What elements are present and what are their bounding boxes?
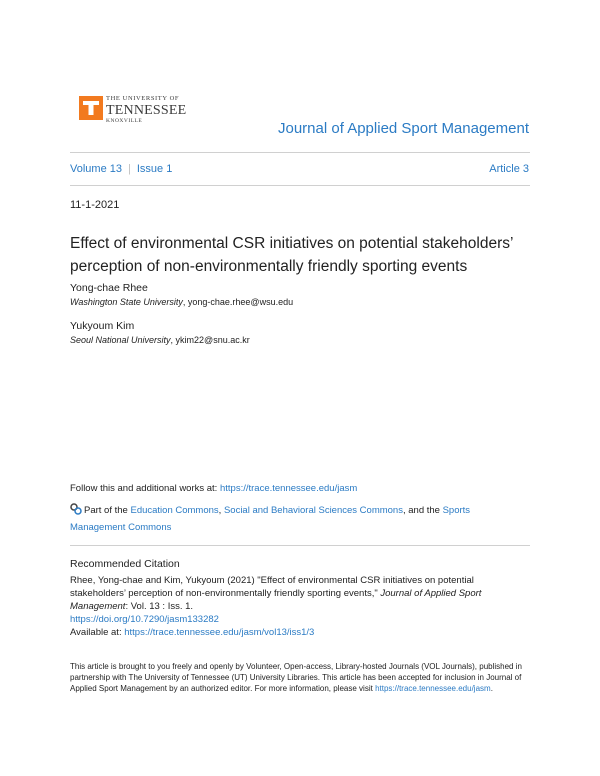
volume-link[interactable]: Volume 13 [70, 163, 122, 175]
author-name: Yong-chae Rhee [70, 282, 148, 294]
part-of-commons [70, 503, 490, 535]
commons-network-icon [70, 503, 82, 520]
author-affiliation [70, 335, 250, 345]
citation-volume: : Vol. 13 : Iss. 1. [125, 601, 194, 612]
footer-link[interactable]: https://trace.tennessee.edu/jasm [375, 684, 491, 693]
author-institution: Seoul National University [70, 335, 171, 345]
footer-text: This article is brought to you freely and openly by Volunteer, Open-access, Library-hosted Journals (VOL Journals), published in partnership with The University of Tennessee (UT) University Libraries. This article has been accepted for inclusion in Journal of Applied Sport Management by an authorized editor. For more information, please visit [70, 662, 522, 693]
footer-end: . [490, 684, 493, 693]
available-link[interactable]: https://trace.tennessee.edu/jasm/vol13/iss1/3 [124, 627, 315, 638]
article-link[interactable]: Article 3 [489, 163, 529, 175]
author-email: , ykim22@snu.ac.kr [170, 335, 250, 345]
issue-link[interactable]: Issue 1 [136, 163, 173, 175]
follow-line [70, 483, 357, 494]
volume-issue-breadcrumb [70, 163, 172, 175]
divider-citation [70, 545, 530, 546]
separator: , [218, 505, 224, 516]
available-label: Available at: [70, 627, 125, 638]
power-t-icon [79, 96, 103, 120]
author-email: , yong-chae.rhee@wsu.edu [182, 297, 294, 307]
citation-block [70, 574, 510, 639]
publication-date: 11-1-2021 [70, 199, 120, 211]
social-behavioral-commons-link[interactable]: Social and Behavioral Sciences Commons [223, 505, 403, 516]
separator: | [127, 163, 131, 175]
author-affiliation [70, 297, 293, 307]
education-commons-link[interactable]: Education Commons [130, 505, 219, 516]
university-logo [79, 96, 186, 122]
logo-wordmark: THE UNIVERSITY OF TENNESSEE KNOXVILLE [106, 95, 187, 124]
separator: , and the [402, 505, 443, 516]
follow-text: Follow this and additional works at: [70, 483, 220, 494]
citation-text: Rhee, Yong-chae and Kim, Yukyoum (2021) "Effect of environmental CSR initiatives on potential stakeholders’ perception of non-environmentally friendly sporting events," [70, 575, 474, 599]
author-name: Yukyoum Kim [70, 320, 135, 332]
divider-top [70, 152, 530, 153]
article-title: Effect of environmental CSR initiatives on potential stakeholders’ perception of non-environmentally friendly sporting events [70, 235, 513, 275]
sports-management-commons-link[interactable]: Sports Management Commons [70, 505, 471, 533]
journal-title-link[interactable]: Journal of Applied Sport Management [278, 120, 529, 137]
author-institution: Washington State University [70, 297, 183, 307]
citation-journal: Journal of Applied Sport Management [70, 588, 482, 612]
footer-notice [70, 661, 535, 694]
part-of-prefix: Part of the [84, 505, 131, 516]
divider-issue [70, 185, 530, 186]
recommended-citation-heading: Recommended Citation [70, 558, 180, 570]
doi-link[interactable]: https://doi.org/10.7290/jasm133282 [70, 614, 219, 625]
follow-link[interactable]: https://trace.tennessee.edu/jasm [219, 483, 358, 494]
